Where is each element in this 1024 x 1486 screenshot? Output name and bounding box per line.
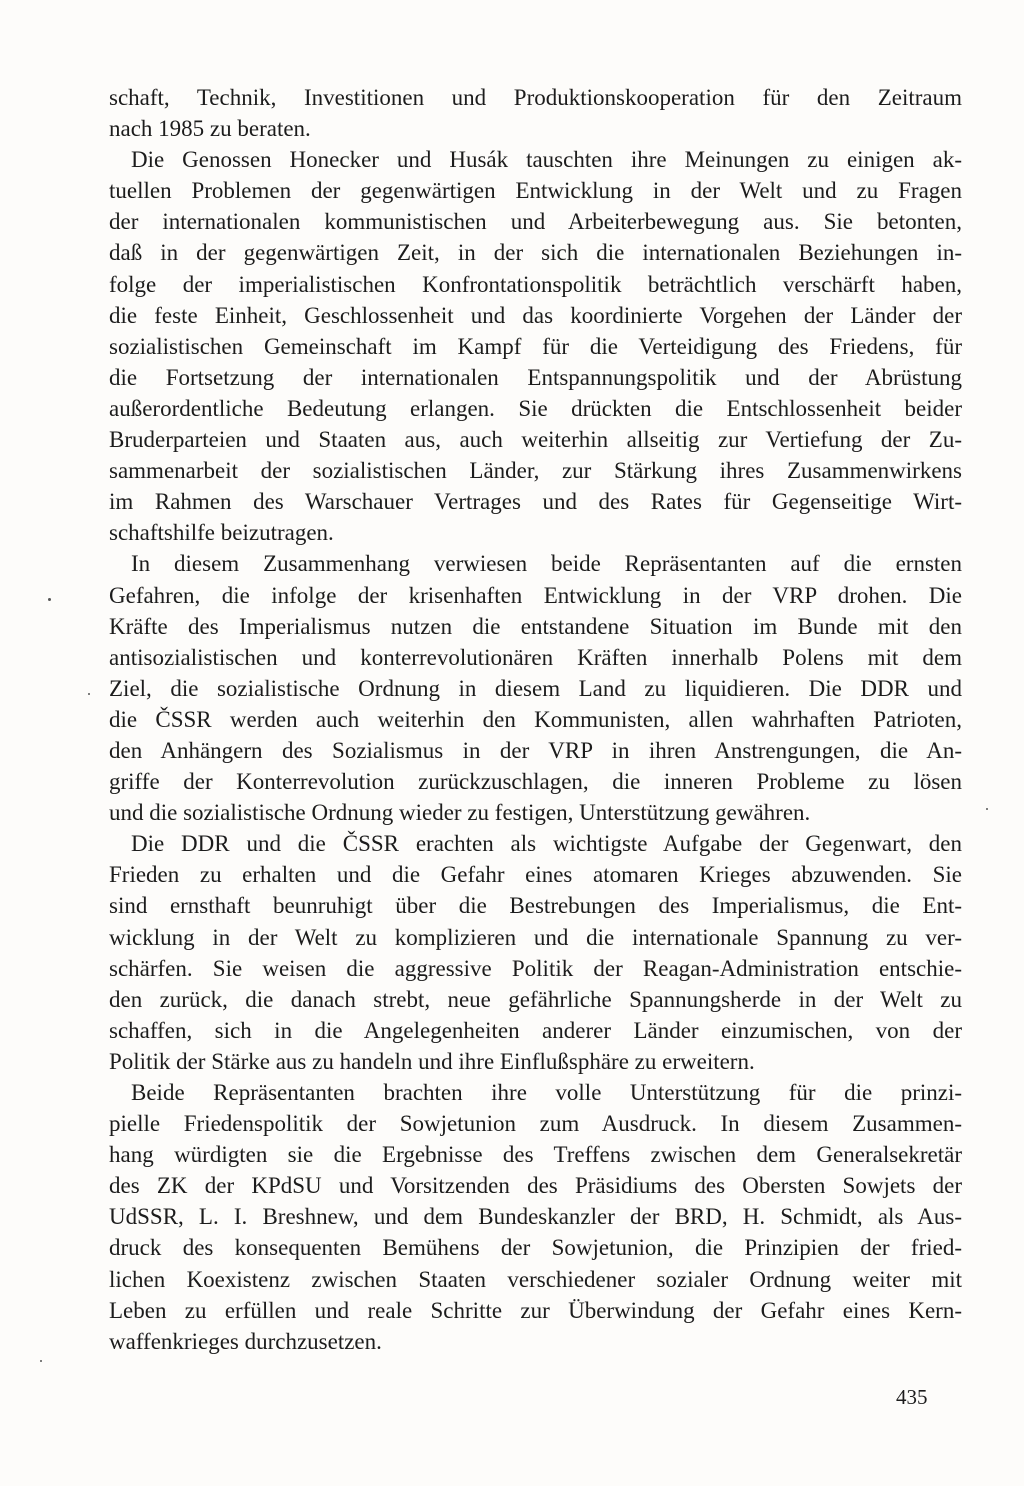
text-line: lichen Koexistenz zwischen Staaten verschiedener sozialer Ordnung weiter mit [109,1266,962,1292]
paragraph [109,82,962,144]
text-line: die Fortsetzung der internationalen Entspannungspolitik und der Abrüstung [109,364,962,390]
text-line: den zurück, die danach strebt, neue gefährliche Spannungsherde in der Welt zu [109,986,962,1012]
text-line: sozialistischen Gemeinschaft im Kampf für die Verteidigung des Friedens, für [109,333,962,359]
paragraph [109,828,962,1077]
text-line: schaft, Technik, Investitionen und Produktionskooperation für den Zeitraum [109,85,962,110]
text-line: nach 1985 zu beraten. [109,116,311,142]
text-line: Die DDR und die ČSSR erachten als wichtigste Aufgabe der Gegenwart, den [131,831,962,857]
text-line: Politik der Stärke aus zu handeln und ihre Einflußsphäre zu erweitern. [109,1048,755,1074]
text-line: Gefahren, die infolge der krisenhaften Entwicklung in der VRP drohen. Die [109,582,962,608]
text-line: pielle Friedenspolitik der Sowjetunion zum Ausdruck. In diesem Zusammen- [109,1111,962,1137]
text-line: druck des konsequenten Bemühens der Sowjetunion, die Prinzipien der fried- [109,1235,962,1261]
paragraph [109,548,962,828]
text-line: UdSSR, L. I. Breshnew, und dem Bundeskanzler der BRD, H. Schmidt, als Aus- [109,1204,962,1230]
scan-speck [40,1360,42,1362]
text-line: Kräfte des Imperialismus nutzen die entstandene Situation im Bunde mit den [109,613,962,639]
text-line: im Rahmen des Warschauer Vertrages und des Rates für Gegenseitige Wirt- [109,489,962,515]
text-line: Ziel, die sozialistische Ordnung in diesem Land zu liquidieren. Die DDR und [109,675,962,701]
text-line: hang würdigten sie die Ergebnisse des Treffens zwischen dem Generalsekretär [109,1142,962,1168]
text-line: folge der imperialistischen Konfrontationspolitik beträchtlich verschärft haben, [109,271,962,297]
text-line: des ZK der KPdSU und Vorsitzenden des Präsidiums des Obersten Sowjets der [109,1173,962,1199]
text-line: schaffen, sich in die Angelegenheiten anderer Länder einzumischen, von der [109,1017,962,1043]
scan-speck [986,808,988,810]
paragraph [109,1077,962,1357]
text-line: Die Genossen Honecker und Husák tauschten ihre Meinungen zu einigen ak- [131,147,962,173]
text-line: Bruderparteien und Staaten aus, auch weiterhin allseitig zur Vertiefung der Zu- [109,427,962,453]
text-line: Leben zu erfüllen und reale Schritte zur Überwindung der Gefahr eines Kern- [109,1297,962,1323]
text-line: und die sozialistische Ordnung wieder zu festigen, Unterstützung gewähren. [109,800,811,826]
text-line: schaftshilfe beizutragen. [109,520,334,546]
text-line: sind ernsthaft beunruhigt über die Bestrebungen des Imperialismus, die Ent- [109,893,962,919]
text-line: die feste Einheit, Geschlossenheit und das koordinierte Vorgehen der Länder der [109,302,962,328]
text-line: wicklung in der Welt zu komplizieren und die internationale Spannung zu ver- [109,924,962,950]
page-number: 435 [896,1385,928,1409]
text-line: schärfen. Sie weisen die aggressive Politik der Reagan-Administration entschie- [109,955,962,981]
text-line: antisozialistischen und konterrevolutionären Kräften innerhalb Polens mit dem [109,644,962,670]
text-line: waffenkrieges durchzusetzen. [109,1328,382,1354]
text-line: tuellen Problemen der gegenwärtigen Entwicklung in der Welt und zu Fragen [109,178,962,204]
paragraph [109,144,962,548]
scan-speck [88,693,90,695]
body-text [109,82,962,1357]
text-line: griffe der Konterrevolution zurückzuschlagen, die inneren Probleme zu lösen [109,769,962,795]
text-line: sammenarbeit der sozialistischen Länder, zur Stärkung ihres Zusammenwirkens [109,458,962,484]
text-line: Beide Repräsentanten brachten ihre volle Unterstützung für die prinzi- [131,1080,962,1105]
text-line: außerordentliche Bedeutung erlangen. Sie drückten die Entschlossenheit beider [109,395,962,421]
text-line: Frieden zu erhalten und die Gefahr eines atomaren Krieges abzuwenden. Sie [109,862,962,888]
scan-speck [48,598,51,601]
text-line: daß in der gegenwärtigen Zeit, in der sich die internationalen Beziehungen in- [109,240,962,266]
text-line: den Anhängern des Sozialismus in der VRP in ihren Anstrengungen, die An- [109,737,962,763]
text-line: der internationalen kommunistischen und Arbeiterbewegung aus. Sie betonten, [109,209,962,235]
text-line: die ČSSR werden auch weiterhin den Kommunisten, allen wahrhaften Patrioten, [109,706,962,732]
text-line: In diesem Zusammenhang verwiesen beide Repräsentanten auf die ernsten [131,551,962,577]
